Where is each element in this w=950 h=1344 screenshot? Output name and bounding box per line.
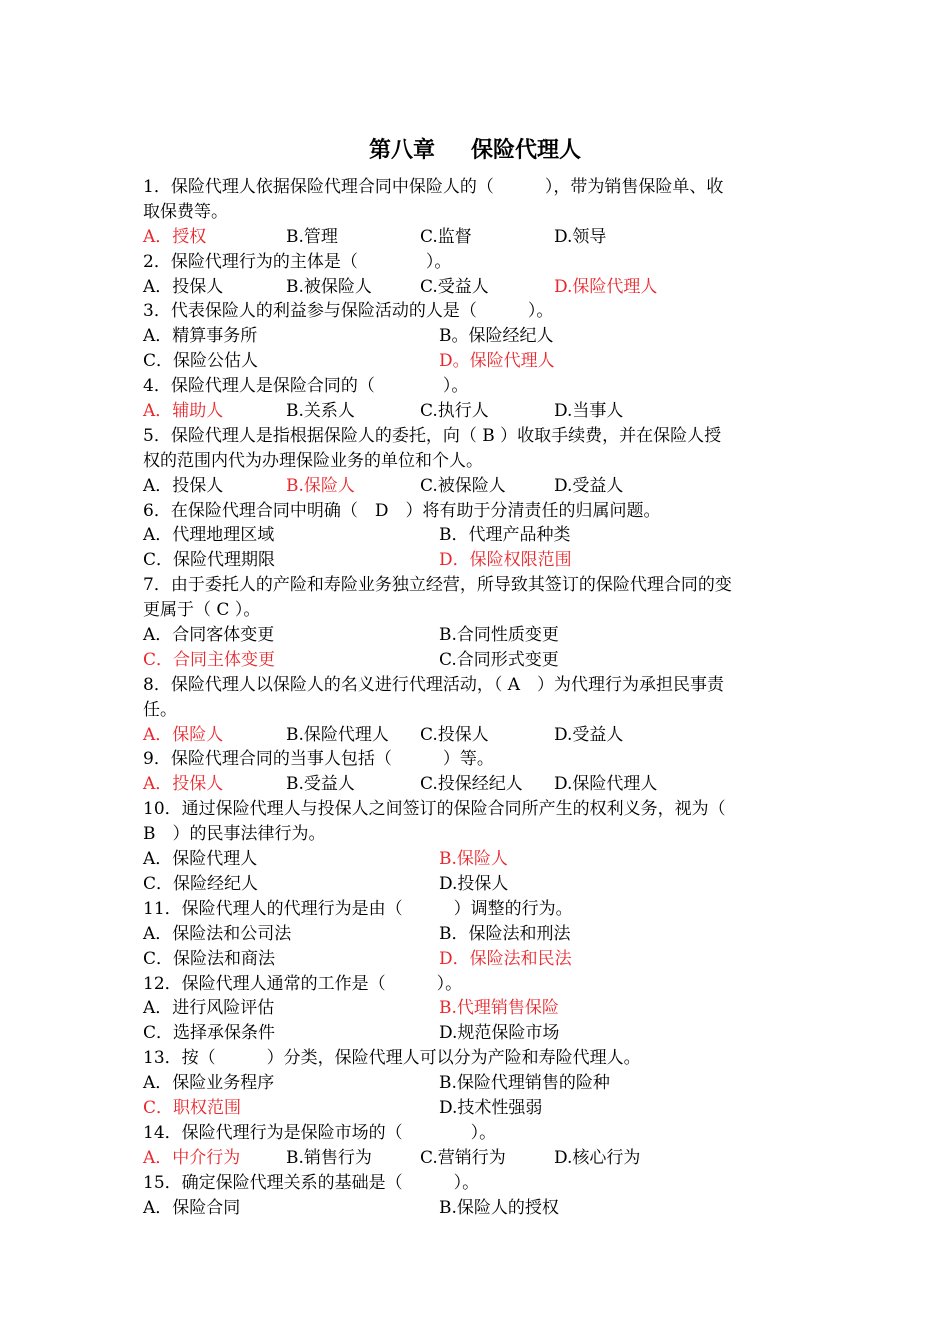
question-item <box>143 374 807 424</box>
answer-option: C.监督 <box>420 226 472 247</box>
answer-option: C.投保经纪人 <box>420 774 523 795</box>
question-text: 2．保险代理行为的主体是（ ）。 <box>143 251 452 272</box>
answer-option: C.营销行为 <box>420 1147 506 1168</box>
question-text: 1．保险代理人依据保险代理合同中保险人的（ ），带为销售保险单、收 <box>143 177 724 197</box>
question-item <box>143 250 807 300</box>
answer-option: A．精算事务所 <box>143 326 258 347</box>
answer-option: B.保险人的授权 <box>439 1197 559 1218</box>
answer-option: B.销售行为 <box>286 1147 372 1168</box>
options-row <box>143 1021 807 1046</box>
question-text: 8．保险代理人以保险人的名义进行代理活动，（ A ）为代理行为承担民事责 <box>143 674 724 695</box>
options-row <box>143 723 807 748</box>
answer-option: D.领导 <box>554 226 607 247</box>
answer-option: B.管理 <box>286 226 338 247</box>
answer-option: A．保险代理人 <box>143 849 258 870</box>
question-item <box>143 673 807 748</box>
answer-option-correct: A．投保人 <box>143 774 224 795</box>
answer-option-correct: D．保险权限范围 <box>439 550 572 571</box>
answer-option-correct: B.代理销售保险 <box>439 998 559 1019</box>
question-text: 15．确定保险代理关系的基础是（ ）。 <box>143 1172 480 1193</box>
options-row <box>143 1071 807 1096</box>
options-row <box>143 548 807 573</box>
options-row <box>143 225 807 250</box>
answer-option: C.受益人 <box>420 276 489 297</box>
answer-option: B.被保险人 <box>286 276 372 297</box>
answer-option: D.规范保险市场 <box>439 1023 560 1044</box>
answer-option: D.当事人 <box>554 401 624 422</box>
options-row <box>143 648 807 673</box>
answer-option-correct: D。保险代理人 <box>439 351 555 372</box>
options-row <box>143 872 807 897</box>
answer-option-correct: A．辅助人 <box>143 401 224 422</box>
question-text: 11．保险代理人的代理行为是由（ ）调整的行为。 <box>143 898 573 919</box>
options-row <box>143 996 807 1021</box>
answer-option: A．进行风险评估 <box>143 998 275 1019</box>
answer-option: D.投保人 <box>439 873 509 894</box>
answer-option: D.受益人 <box>554 475 624 496</box>
answer-option: D.受益人 <box>554 724 624 745</box>
question-text: 取保费等。 <box>143 201 228 222</box>
options-row <box>143 399 807 424</box>
answer-option: C．保险公估人 <box>143 351 259 372</box>
answer-option: D.技术性强弱 <box>439 1097 543 1118</box>
question-text: 任。 <box>143 699 177 720</box>
options-row <box>143 474 807 499</box>
question-item <box>143 1121 807 1171</box>
chapter-name: 保险代理人 <box>471 137 582 163</box>
question-text: 权的范围内代为办理保险业务的单位和个人。 <box>143 450 483 471</box>
answer-option-correct: A．保险人 <box>143 724 224 745</box>
answer-option: A．合同客体变更 <box>143 625 275 646</box>
question-item <box>143 499 807 574</box>
question-item <box>143 897 807 972</box>
answer-option: D.核心行为 <box>554 1147 641 1168</box>
answer-option-correct: D．保险法和民法 <box>439 948 572 969</box>
answer-option: A．投保人 <box>143 475 224 496</box>
question-text: 10．通过保险代理人与投保人之间签订的保险合同所产生的权利义务，视为（ <box>143 799 726 820</box>
answer-option: A．保险合同 <box>143 1197 241 1218</box>
answer-option: D.保险代理人 <box>554 774 658 795</box>
answer-option: A．保险业务程序 <box>143 1073 275 1094</box>
chapter-title <box>0 135 950 165</box>
question-list <box>143 175 807 1220</box>
question-item <box>143 1046 807 1121</box>
answer-option: C．保险经纪人 <box>143 873 259 894</box>
question-item <box>143 424 807 499</box>
answer-option-correct: A．授权 <box>143 226 207 247</box>
answer-option: B.保险代理销售的险种 <box>439 1073 610 1094</box>
answer-option: B.合同性质变更 <box>439 625 559 646</box>
answer-option-correct: B.保险人 <box>286 475 355 496</box>
question-text: 3．代表保险人的利益参与保险活动的人是（ ）。 <box>143 301 554 322</box>
question-item <box>143 299 807 374</box>
options-row <box>143 349 807 374</box>
answer-option: A．保险法和公司法 <box>143 923 292 944</box>
options-row <box>143 922 807 947</box>
answer-option-correct: D.保险代理人 <box>554 276 658 297</box>
answer-option-correct: C．职权范围 <box>143 1097 242 1118</box>
question-text: 13．按（ ）分类，保险代理人可以分为产险和寿险代理人。 <box>143 1048 641 1069</box>
question-item <box>143 747 807 797</box>
options-row <box>143 523 807 548</box>
answer-option: C．选择承保条件 <box>143 1023 276 1044</box>
options-row <box>143 623 807 648</box>
answer-option: B.受益人 <box>286 774 355 795</box>
question-text: 12．保险代理人通常的工作是（ ）。 <box>143 973 463 994</box>
options-row <box>143 847 807 872</box>
question-text: 4．保险代理人是保险合同的（ ）。 <box>143 376 469 397</box>
question-text: 14．保险代理行为是保险市场的（ ）。 <box>143 1122 497 1143</box>
options-row <box>143 947 807 972</box>
answer-option: C.投保人 <box>420 724 489 745</box>
question-text: 6．在保险代理合同中明确（ D ）将有助于分清责任的归属问题。 <box>143 500 661 521</box>
answer-option: B.保险代理人 <box>286 724 389 745</box>
answer-option: B.关系人 <box>286 401 355 422</box>
question-text: 7．由于委托人的产险和寿险业务独立经营，所导致其签订的保险代理合同的变 <box>143 575 732 596</box>
answer-option: C．保险代理期限 <box>143 550 276 571</box>
chapter-number: 第八章 <box>368 137 435 163</box>
question-item <box>143 175 807 250</box>
question-text: 5．保险代理人是指根据保险人的委托，向（ B ）收取手续费，并在保险人授 <box>143 425 722 446</box>
options-row <box>143 275 807 300</box>
answer-option: C.合同形式变更 <box>439 649 559 670</box>
answer-option: A．代理地理区域 <box>143 525 275 546</box>
question-text: B ）的民事法律行为。 <box>143 824 326 845</box>
answer-option: A．投保人 <box>143 276 224 297</box>
answer-option-correct: A．中介行为 <box>143 1147 241 1168</box>
question-item <box>143 797 807 897</box>
answer-option-correct: B.保险人 <box>439 849 508 870</box>
answer-option: C．保险法和商法 <box>143 948 276 969</box>
answer-option: C.被保险人 <box>420 475 506 496</box>
answer-option: B．保险法和刑法 <box>439 923 571 944</box>
answer-option-correct: C．合同主体变更 <box>143 649 276 670</box>
options-row <box>143 1096 807 1121</box>
answer-option: C.执行人 <box>420 401 489 422</box>
answer-option: B。保险经纪人 <box>439 326 554 347</box>
answer-option: B．代理产品种类 <box>439 525 571 546</box>
question-item <box>143 1171 807 1221</box>
options-row <box>143 1146 807 1171</box>
options-row <box>143 324 807 349</box>
options-row <box>143 1196 807 1221</box>
options-row <box>143 772 807 797</box>
question-text: 更属于（ C ）。 <box>143 600 261 621</box>
question-text: 9．保险代理合同的当事人包括（ ）等。 <box>143 749 494 770</box>
question-item <box>143 573 807 673</box>
question-item <box>143 972 807 1047</box>
